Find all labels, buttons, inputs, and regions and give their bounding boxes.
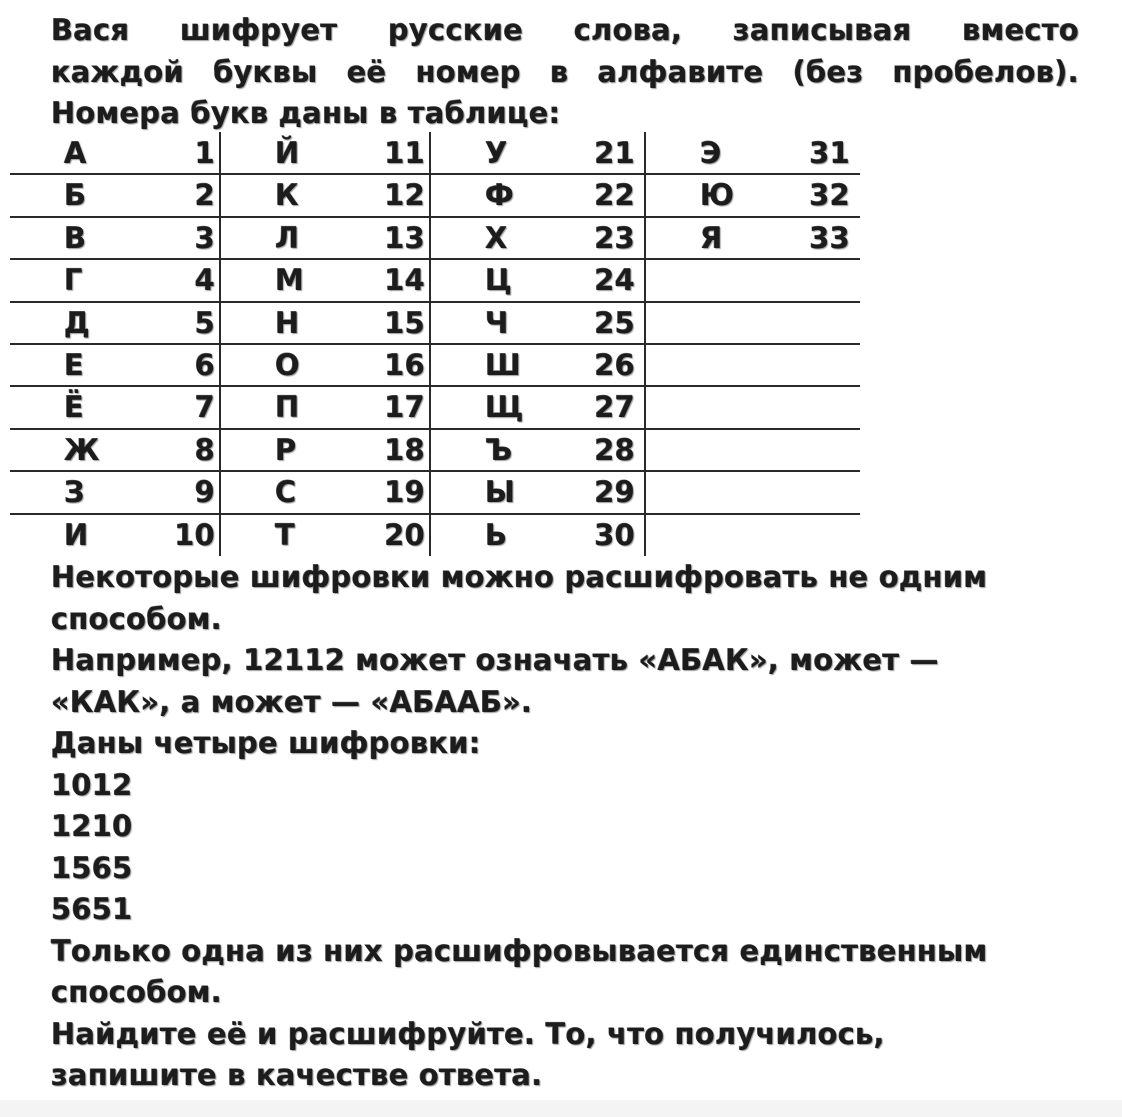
table-number: 2 bbox=[194, 178, 215, 213]
table-number: 26 bbox=[594, 348, 635, 382]
table-letter: Ы bbox=[485, 475, 516, 510]
table-letter: Й bbox=[275, 136, 300, 170]
table-letter: К bbox=[275, 178, 299, 213]
table-letter: М bbox=[275, 263, 305, 298]
table-letter: З bbox=[64, 475, 85, 510]
table-letter: Х bbox=[485, 220, 508, 255]
body-line: способом. bbox=[51, 601, 222, 636]
table-number: 6 bbox=[194, 348, 215, 382]
table-letter: Д bbox=[64, 305, 91, 340]
table-letter: Ж bbox=[64, 432, 100, 467]
body-line: Даны четыре шифровки: bbox=[51, 726, 481, 760]
table-letter: В bbox=[64, 220, 87, 255]
table-number: 3 bbox=[194, 220, 215, 255]
intro-word: (без bbox=[792, 54, 864, 89]
intro-line-2 bbox=[51, 52, 1079, 94]
table-letter: Э bbox=[700, 136, 722, 170]
body-line: 1210 bbox=[51, 809, 133, 843]
table-number: 27 bbox=[594, 390, 635, 425]
table-number: 9 bbox=[194, 475, 215, 510]
table-letter: Г bbox=[64, 263, 83, 298]
intro-word: в bbox=[549, 54, 569, 89]
table-number: 1 bbox=[194, 136, 215, 170]
table-number: 17 bbox=[384, 390, 425, 425]
body-line: 1565 bbox=[51, 850, 133, 885]
table-column-divider bbox=[429, 132, 431, 556]
table-number: 28 bbox=[594, 432, 635, 467]
table-number: 5 bbox=[194, 305, 215, 340]
alphabet-table bbox=[10, 132, 860, 556]
table-letter: Т bbox=[275, 517, 295, 552]
table-letter: Я bbox=[700, 220, 723, 255]
table-letter: П bbox=[275, 390, 300, 425]
table-number: 12 bbox=[384, 178, 425, 213]
table-number: 25 bbox=[594, 305, 635, 340]
table-letter: Б bbox=[64, 178, 87, 213]
table-number: 23 bbox=[594, 220, 635, 255]
table-letter: Ц bbox=[485, 263, 513, 298]
table-number: 29 bbox=[594, 475, 635, 510]
table-number: 24 bbox=[594, 263, 635, 298]
table-number: 14 bbox=[384, 263, 425, 298]
intro-line-3: Номера букв даны в таблице: bbox=[51, 96, 561, 130]
table-number: 13 bbox=[384, 220, 425, 255]
body-line: 1012 bbox=[51, 767, 133, 802]
intro-word: номер bbox=[415, 54, 521, 89]
table-letter: Л bbox=[275, 220, 300, 255]
table-number: 31 bbox=[809, 136, 850, 170]
table-number: 20 bbox=[384, 517, 425, 552]
body-line: Например, 12112 может означать «АБАК», может — bbox=[51, 643, 939, 677]
table-letter: Ь bbox=[485, 517, 508, 552]
table-number: 33 bbox=[809, 220, 850, 255]
table-letter: Ё bbox=[64, 390, 85, 425]
table-letter: С bbox=[275, 475, 297, 510]
table-letter: О bbox=[275, 348, 300, 382]
table-column-divider bbox=[644, 132, 646, 556]
body-line: Некоторые шифровки можно расшифровать не одним bbox=[51, 560, 988, 594]
table-number: 7 bbox=[194, 390, 215, 425]
problem-body bbox=[51, 557, 1111, 1097]
table-letter: Щ bbox=[485, 390, 524, 425]
intro-word: пробелов). bbox=[892, 54, 1079, 89]
table-number: 11 bbox=[384, 136, 425, 170]
table-number: 32 bbox=[809, 178, 850, 213]
intro-word: русские bbox=[388, 13, 524, 47]
table-number: 30 bbox=[594, 517, 635, 552]
intro-word: записывая bbox=[732, 13, 912, 47]
intro-word: слова, bbox=[573, 13, 683, 47]
table-letter: А bbox=[64, 136, 87, 170]
table-number: 15 bbox=[384, 305, 425, 340]
body-line: 5651 bbox=[51, 892, 133, 926]
table-letter: Е bbox=[64, 348, 85, 382]
table-letter: Ю bbox=[700, 178, 735, 213]
body-line: «КАК», а может — «АБААБ». bbox=[51, 684, 533, 719]
table-letter: Ч bbox=[485, 305, 509, 340]
table-letter: Р bbox=[275, 432, 297, 467]
table-number: 8 bbox=[194, 432, 215, 467]
table-number: 21 bbox=[594, 136, 635, 170]
table-letter: Ф bbox=[485, 178, 514, 213]
table-number: 22 bbox=[594, 178, 635, 213]
table-number: 4 bbox=[194, 263, 215, 298]
table-letter: Ш bbox=[485, 348, 522, 382]
intro-word: буквы bbox=[213, 54, 318, 89]
intro-word: вместо bbox=[962, 13, 1079, 47]
body-line: способом. bbox=[51, 975, 222, 1009]
bottom-margin bbox=[0, 1100, 1122, 1117]
body-line: Найдите её и расшифруйте. То, что получилось, bbox=[51, 1016, 885, 1051]
body-line: запишите в качестве ответа. bbox=[51, 1058, 543, 1092]
intro-word: каждой bbox=[51, 54, 184, 89]
table-letter: У bbox=[485, 136, 508, 170]
intro-word: Вася bbox=[51, 13, 130, 47]
intro-word: её bbox=[346, 54, 387, 89]
table-number: 16 bbox=[384, 348, 425, 382]
table-number: 18 bbox=[384, 432, 425, 467]
table-letter: И bbox=[64, 517, 89, 552]
body-line: Только одна из них расшифровывается единственным bbox=[51, 933, 988, 968]
table-number: 10 bbox=[174, 517, 215, 552]
table-number: 19 bbox=[384, 475, 425, 510]
intro-line-1 bbox=[51, 10, 1079, 52]
table-column-divider bbox=[219, 132, 221, 556]
table-letter: Ъ bbox=[485, 432, 513, 467]
intro-word: алфавите bbox=[597, 54, 764, 89]
table-letter: Н bbox=[275, 305, 300, 340]
intro-word: шифрует bbox=[179, 13, 338, 47]
problem-intro bbox=[51, 10, 1079, 135]
